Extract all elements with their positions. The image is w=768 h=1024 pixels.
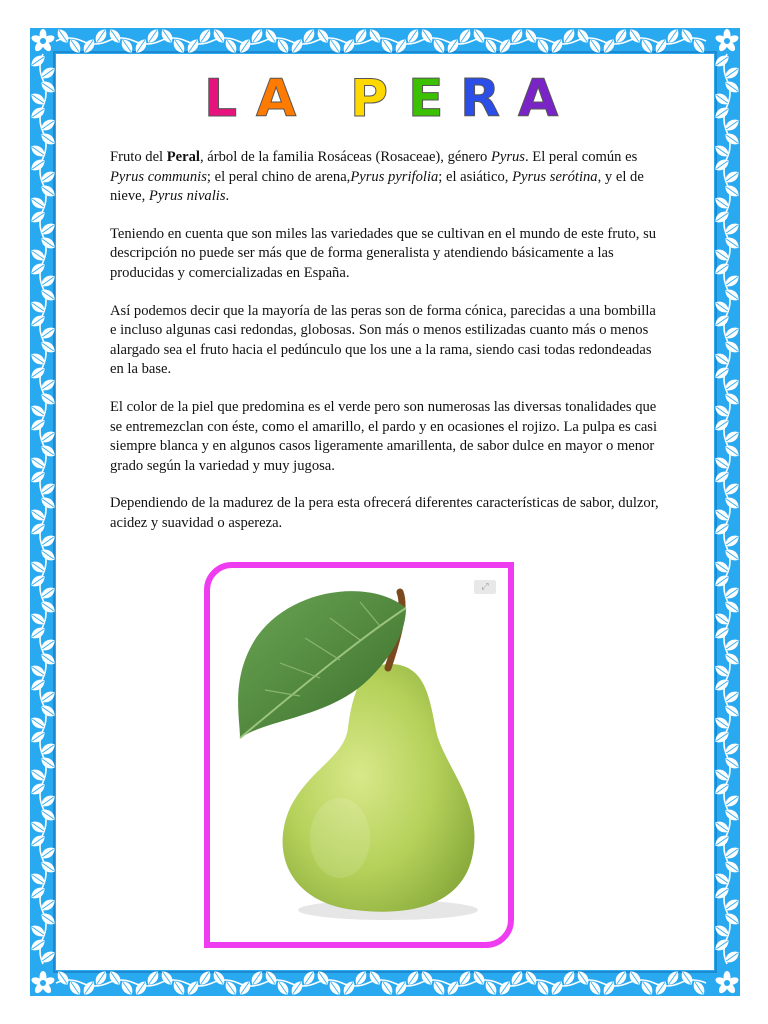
text-run: Fruto del bbox=[110, 149, 167, 165]
italic-text: Pyrus bbox=[490, 149, 525, 165]
text-run: . El peral común es bbox=[525, 149, 638, 165]
text-run: ; el asiático, bbox=[438, 168, 513, 185]
text-run: , y el de nieve, bbox=[110, 168, 644, 205]
title-letter: R bbox=[460, 69, 501, 129]
paragraph bbox=[110, 302, 665, 380]
italic-text: Pyrus pyrifolia bbox=[350, 168, 439, 185]
paragraph bbox=[110, 148, 665, 207]
article-body bbox=[110, 148, 665, 552]
title-letter: A bbox=[518, 69, 559, 129]
text-run: ; el peral chino de arena, bbox=[206, 168, 351, 185]
text-run: , árbol de la familia Rosáceas (Rosaceae), género bbox=[200, 149, 491, 165]
title-letter: E bbox=[408, 69, 444, 129]
italic-text: Pyrus communis bbox=[110, 168, 207, 185]
title-letter: P bbox=[350, 69, 389, 129]
text-run: Dependiendo de la madurez de la pera esta ofrecerá diferentes características de sabor, dulzor, acidez y suavidad o aspereza. bbox=[110, 495, 659, 531]
pear-photo-frame bbox=[204, 562, 514, 948]
paragraph bbox=[110, 398, 665, 476]
text-run: . bbox=[225, 188, 230, 205]
bold-text: Peral bbox=[166, 149, 200, 165]
title-letter: A bbox=[256, 69, 297, 129]
italic-text: Pyrus nivalis bbox=[148, 188, 226, 205]
text-run: El color de la piel que predomina es el verde pero son numerosas las diversas tonalidades que se entremezclan con éste, como el amarillo, el pardo y en ocasiones el rojizo. La pulpa es casi siempre blanca y en algunos casos ligeramente amarillenta, de sabor dulce en mayor o menor grado según la variedad y muy jugosa. bbox=[110, 398, 658, 474]
zoom-badge-icon: ⤢ bbox=[474, 580, 496, 594]
text-run: Así podemos decir que la mayoría de las peras son de forma cónica, parecidas a una bombilla e incluso algunas casi redondas, globosas. Son más o menos estilizadas cuanto más o menos alargado sea el fruto hacia el pedúnculo que los une a la rama, siendo casi todas redondeadas en la base. bbox=[110, 302, 656, 378]
paragraph bbox=[110, 225, 665, 284]
paragraph bbox=[110, 494, 665, 533]
pear-icon bbox=[210, 568, 508, 942]
text-run: Teniendo en cuenta que son miles las variedades que se cultivan en el mundo de este fruto, su descripción no puede ser más que de forma generalista y atendiendo básicamente a las producidas y comercializadas en España. bbox=[110, 225, 657, 281]
title-wordart bbox=[0, 62, 768, 132]
title-letter: L bbox=[204, 69, 238, 129]
page-title bbox=[0, 62, 768, 132]
italic-text: Pyrus serótina bbox=[512, 168, 598, 185]
